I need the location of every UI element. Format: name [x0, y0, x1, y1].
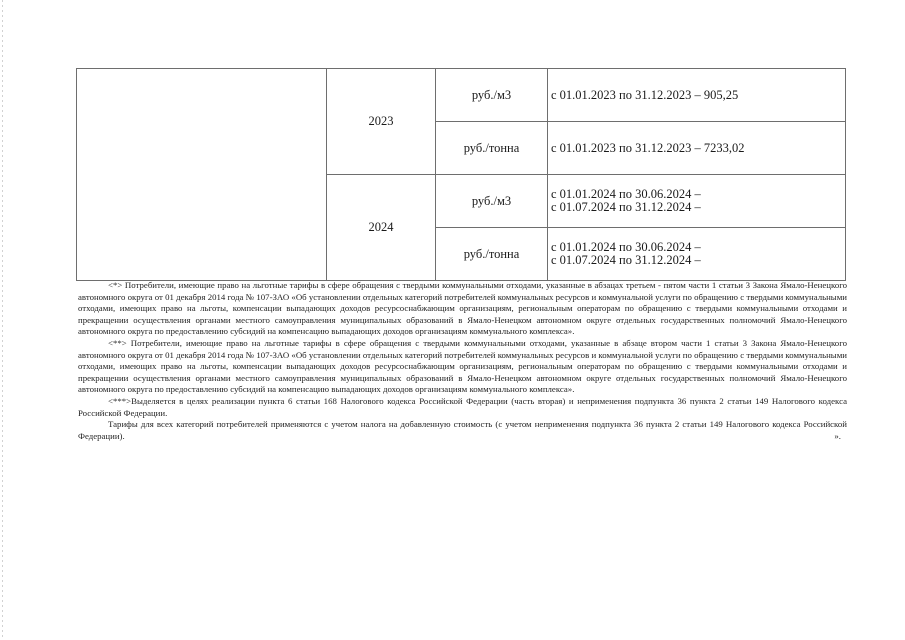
footnote-vat [78, 419, 847, 442]
unit-cell: руб./тонна [436, 228, 548, 281]
tariff-table [76, 68, 846, 281]
value-line: с 01.01.2023 по 31.12.2023 – 7233,02 [551, 140, 745, 155]
value-cell [548, 175, 846, 228]
value-line: с 01.07.2024 по 31.12.2024 – [551, 200, 701, 214]
table-row [77, 69, 846, 122]
value-cell [548, 69, 846, 122]
year-cell: 2023 [327, 69, 436, 175]
value-line: с 01.07.2024 по 31.12.2024 – [551, 253, 701, 267]
unit-cell: руб./м3 [436, 175, 548, 228]
year-cell: 2024 [327, 175, 436, 281]
footnote-1: <*> Потребители, имеющие право на льготные тарифы в сфере обращения с твердыми коммунальными отходами, указанные в абзацах третьем - пятом части 1 статьи 3 Закона Ямало-Ненецкого автономного округа от 01 декабря 2014 года № 107-ЗАО «Об установлении отдельных категорий потребителей коммунальных ресурсов и коммунальной услуги по обращению с твердыми коммунальными отходами, имеющих право на льготы, компенсации выпадающих доходов ресурсоснабжающим организациям, региональным операторам по обращению с твердыми коммунальными отходами и прекращении осуществления органами местного самоуправления муниципальных образований в Ямало-Ненецком автономном округе отдельных государственных полномочий Ямало-Ненецкого автономного округа по предоставлению субсидий на компенсацию выпадающих доходов организациям коммунального комплекса». [78, 280, 847, 337]
footnote-2: <**> Потребители, имеющие право на льготные тарифы в сфере обращения с твердыми коммунальными отходами, указанные в абзаце втором части 1 статьи 3 Закона Ямало-Ненецкого автономного округа от 01 декабря 2014 года № 107-ЗАО «Об установлении отдельных категорий потребителей коммунальных ресурсов и коммунальной услуги по обращению с твердыми коммунальными отходами, имеющих право на льготы, компенсации выпадающих доходов ресурсоснабжающим организациям, региональным операторам по обращению с твердыми коммунальными отходами и прекращении осуществления органами местного самоуправления муниципальных образований в Ямало-Ненецком автономном округе отдельных государственных полномочий Ямало-Ненецкого автономного округа по предоставлению субсидий на компенсацию выпадающих доходов организациям коммунального комплекса». [78, 337, 847, 395]
value-cell [548, 122, 846, 175]
unit-cell: руб./м3 [436, 69, 548, 122]
category-cell [77, 69, 327, 281]
value-cell [548, 228, 846, 281]
footnotes [78, 280, 847, 442]
value-line: с 01.01.2024 по 30.06.2024 – [551, 240, 701, 254]
footnote-vat-text: Тарифы для всех категорий потребителей применяются с учетом налога на добавленную стоимость (с учетом неприменения подпункта 36 пункта 2 статьи 149 Налогового кодекса Российской Федерации). [78, 419, 847, 441]
footnote-3: <***>Выделяется в целях реализации пункта 6 статьи 168 Налогового кодекса Российской Федерации (часть вторая) и неприменения подпункта 36 пункта 2 статьи 149 Налогового кодекса Российской Федерации. [78, 395, 847, 418]
value-line: с 01.01.2023 по 31.12.2023 – 905,25 [551, 87, 739, 102]
unit-cell: руб./тонна [436, 122, 548, 175]
closing-quote: ». [834, 430, 841, 441]
value-line: с 01.01.2024 по 30.06.2024 – [551, 187, 701, 201]
scan-edge-artifact [2, 0, 3, 640]
